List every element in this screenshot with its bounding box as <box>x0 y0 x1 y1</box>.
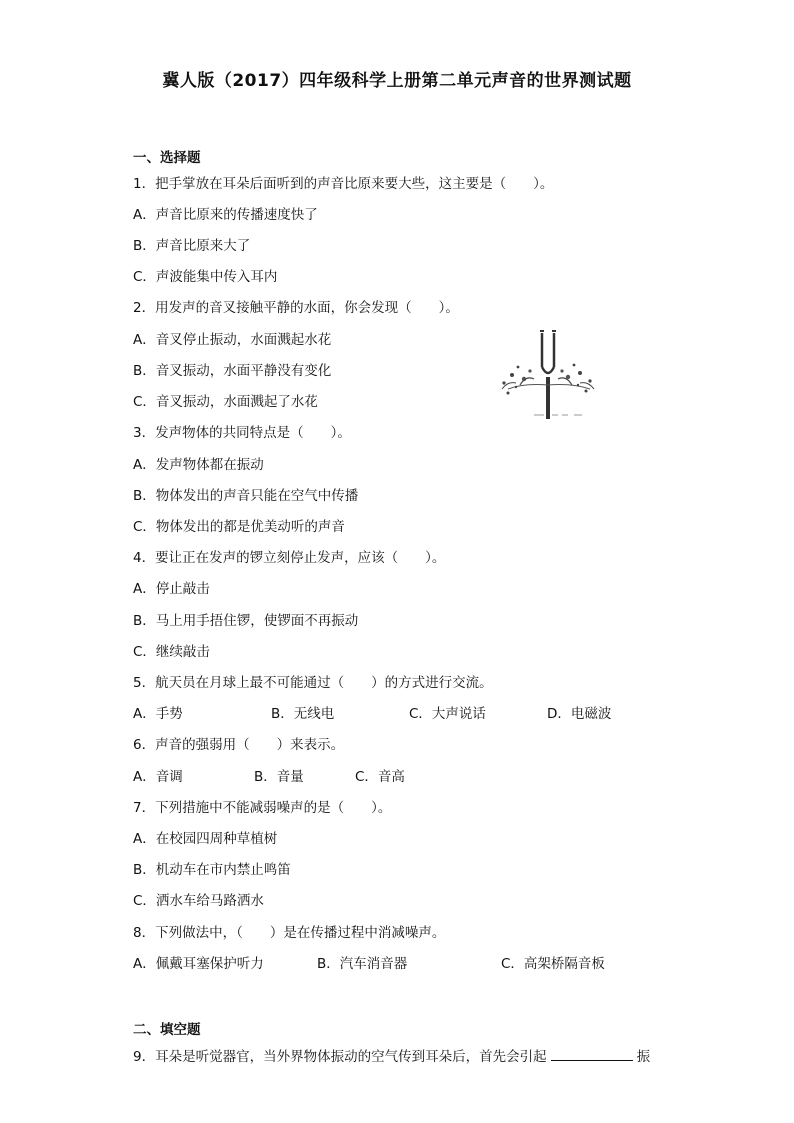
question-8-option-c: C．高架桥隔音板 <box>501 956 605 972</box>
tuning-fork-illustration <box>494 327 604 427</box>
question-2-stem: 2．用发声的音叉接触平静的水面，你会发现（ ）。 <box>133 300 459 316</box>
question-5-option-d: D．电磁波 <box>547 706 612 722</box>
question-7-option-b: B．机动车在市内禁止鸣笛 <box>133 862 291 878</box>
question-1-option-b: B．声音比原来大了 <box>133 238 251 254</box>
question-5-option-b: B．无线电 <box>271 706 335 722</box>
question-3-option-a: A．发声物体都在振动 <box>133 457 264 473</box>
question-6-option-a: A．音调 <box>133 769 183 785</box>
question-8-options <box>133 952 633 972</box>
question-9-blank[interactable] <box>551 1059 633 1061</box>
question-2-option-c: C．音叉振动，水面溅起了水花 <box>133 394 318 410</box>
question-3-stem: 3．发声物体的共同特点是（ ）。 <box>133 425 351 441</box>
question-5-options <box>133 702 653 722</box>
section-heading-choice: 一、选择题 <box>133 150 201 166</box>
question-8-option-b: B．汽车消音器 <box>317 956 408 972</box>
question-6-option-c: C．音高 <box>355 769 405 785</box>
question-5-stem: 5．航天员在月球上最不可能通过（ ）的方式进行交流。 <box>133 675 493 691</box>
question-7-option-c: C．洒水车给马路洒水 <box>133 893 264 909</box>
question-3-option-c: C．物体发出的都是优美动听的声音 <box>133 519 345 535</box>
question-8-stem: 8．下列做法中，（ ）是在传播过程中消减噪声。 <box>133 925 446 941</box>
question-4-option-c: C．继续敲击 <box>133 644 210 660</box>
question-6-options <box>133 765 453 785</box>
question-3-option-b: B．物体发出的声音只能在空气中传播 <box>133 488 359 504</box>
question-4-stem: 4．要让正在发声的锣立刻停止发声，应该（ ）。 <box>133 550 446 566</box>
tuning-fork-figure <box>494 327 604 427</box>
question-9-text: 9．耳朵是听觉器官，当外界物体振动的空气传到耳朵后，首先会引起 <box>133 1049 547 1065</box>
page-title: 冀人版（2017）四年级科学上册第二单元声音的世界测试题 <box>162 71 632 91</box>
question-5-option-c: C．大声说话 <box>409 706 486 722</box>
question-1-option-c: C．声波能集中传入耳内 <box>133 269 278 285</box>
question-2-option-a: A．音叉停止振动，水面溅起水花 <box>133 332 332 348</box>
question-4-option-a: A．停止敲击 <box>133 581 210 597</box>
question-9-text-after: 振 <box>636 1049 651 1065</box>
question-1-stem: 1．把手掌放在耳朵后面听到的声音比原来要大些，这主要是（ ）。 <box>133 176 554 192</box>
question-1-option-a: A．声音比原来的传播速度快了 <box>133 207 318 223</box>
question-9 <box>133 1045 650 1065</box>
question-6-option-b: B．音量 <box>254 769 304 785</box>
question-5-option-a: A．手势 <box>133 706 183 722</box>
section-heading-fill-in: 二、填空题 <box>133 1022 201 1038</box>
question-7-stem: 7．下列措施中不能减弱噪声的是（ ）。 <box>133 800 392 816</box>
question-7-option-a: A．在校园四周种草植树 <box>133 831 278 847</box>
question-4-option-b: B．马上用手捂住锣，使锣面不再振动 <box>133 613 359 629</box>
question-2-option-b: B．音叉振动，水面平静没有变化 <box>133 363 332 379</box>
question-8-option-a: A．佩戴耳塞保护听力 <box>133 956 264 972</box>
question-6-stem: 6．声音的强弱用（ ）来表示。 <box>133 737 345 753</box>
